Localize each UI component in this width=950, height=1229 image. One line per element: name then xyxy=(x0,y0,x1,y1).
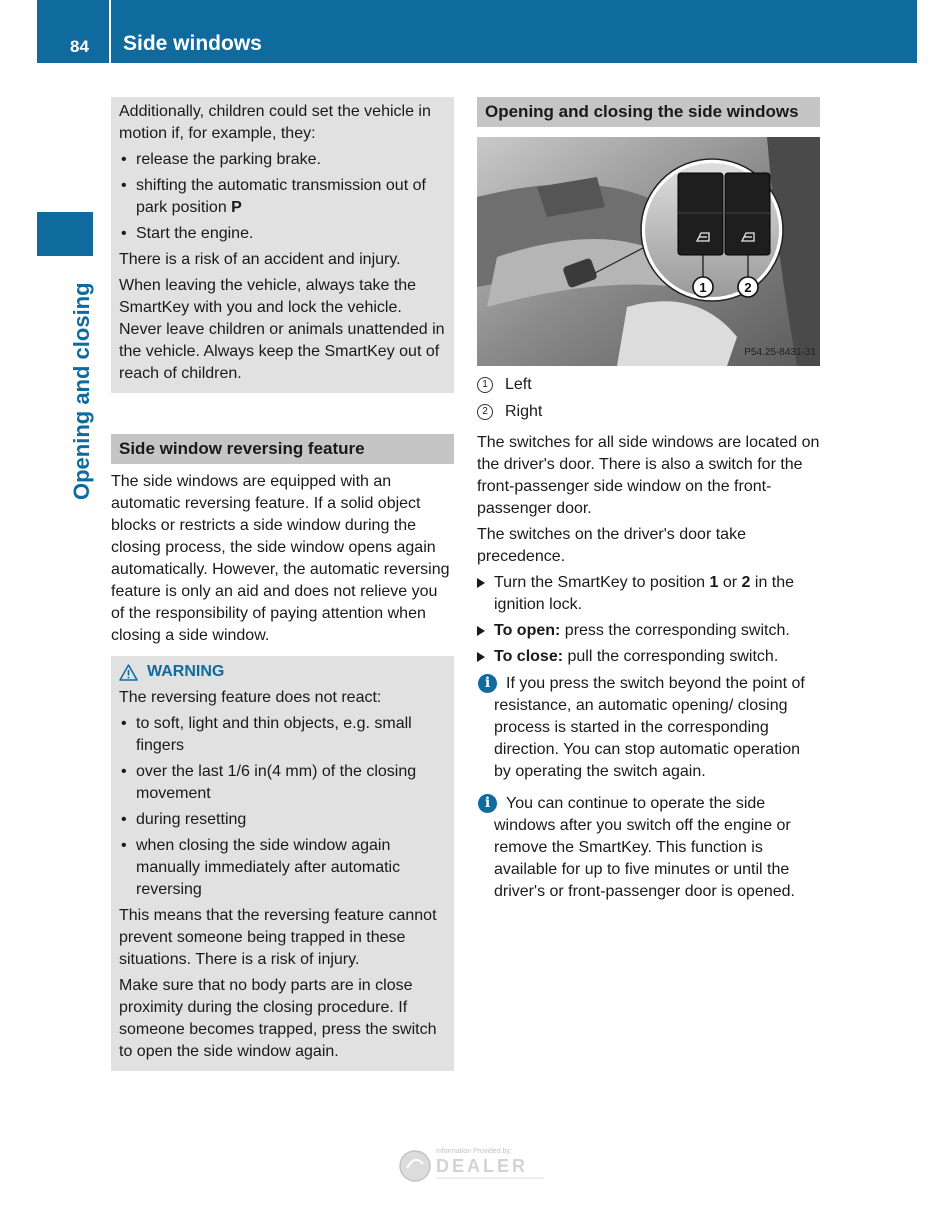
switches-paragraph: The switches for all side windows are located on the driver's door. There is also a switch for the front-passenger side window on the front-passenger door. xyxy=(477,434,820,517)
figure-caption xyxy=(477,374,820,396)
box-risk: There is a risk of an accident and injury. xyxy=(119,251,401,268)
figure-caption xyxy=(477,401,820,423)
svg-text:DEALER: DEALER xyxy=(436,1156,529,1176)
info-icon: i xyxy=(478,674,497,693)
info-note-text: You can continue to operate the side windows after you switch off the engine or remove the SmartKey. This function is available for up to five minutes or until the driver's or front-passenger door is opened. xyxy=(494,795,795,900)
caption-text: Right xyxy=(505,403,543,420)
dealer-watermark-logo xyxy=(398,1145,546,1185)
box-bullets xyxy=(119,149,446,245)
page-title: Side windows xyxy=(123,32,262,55)
instruction-step: To close: pull the corresponding switch. xyxy=(477,646,820,668)
step-arrow-icon xyxy=(477,626,485,636)
instruction-step: Turn the SmartKey to position 1 or 2 in the ignition lock. xyxy=(477,572,820,616)
box-intro: Additionally, children could set the vehicle in motion if, for example, they: xyxy=(119,103,431,142)
bullet-item: • over the last 1/6 in(4 mm) of the closing movement xyxy=(119,761,446,805)
page-number-cell xyxy=(37,0,111,63)
caption-number: 1 xyxy=(477,377,493,393)
info-note xyxy=(477,793,820,903)
warning-label: WARNING xyxy=(147,663,225,680)
caption-number: 2 xyxy=(477,404,493,420)
instruction-step: To open: press the corresponding switch. xyxy=(477,620,820,642)
info-note xyxy=(477,673,820,783)
reversing-body: The side windows are equipped with an automatic reversing feature. If a solid object blocks or restricts a side window during the closing process, the side window opens again automatically. However, the automatic reversing feature is only an aid and does not relieve you of the responsibility of paying attention when closing a side window. xyxy=(111,473,450,644)
warning-triangle-icon xyxy=(119,664,138,681)
chapter-label: Opening and closing xyxy=(69,282,94,500)
callout-2: 2 xyxy=(744,280,752,295)
section-heading-opening: Opening and closing the side windows xyxy=(477,97,820,127)
callout-1: 1 xyxy=(699,280,707,295)
precedence-paragraph: The switches on the driver's door take precedence. xyxy=(477,526,746,565)
warning-paragraph: Make sure that no body parts are in close proximity during the closing procedure. If someone becomes trapped, press the switch to open the side window again. xyxy=(119,977,437,1060)
caption-text: Left xyxy=(505,376,532,393)
door-switch-figure xyxy=(477,137,820,366)
step-arrow-icon xyxy=(477,578,485,588)
box-advice: When leaving the vehicle, always take the SmartKey with you and lock the vehicle. Never leave children or animals unattended in the vehicle. Always keep the SmartKey out of reach of children. xyxy=(119,277,445,382)
bullet-item: • when closing the side window again manually immediately after automatic reversing xyxy=(119,835,446,901)
page-header xyxy=(37,0,917,63)
warning-bullets xyxy=(119,713,446,901)
info-icon: i xyxy=(478,794,497,813)
page-number: 84 xyxy=(70,37,89,56)
warning-intro: The reversing feature does not react: xyxy=(119,689,382,706)
warning-heading xyxy=(119,661,446,683)
figure-reference: P54.25-8431-31 xyxy=(744,347,816,358)
right-column xyxy=(477,97,820,913)
child-safety-box xyxy=(111,97,454,393)
bullet-item: • during resetting xyxy=(119,809,446,831)
left-column xyxy=(111,97,454,1071)
bullet-item: • shifting the automatic transmission out of park position P xyxy=(119,175,446,219)
warning-box xyxy=(111,656,454,1071)
park-position-letter: P xyxy=(231,199,242,216)
info-note-text: If you press the switch beyond the point of resistance, an automatic opening/ closing process is started in the corresponding direction. You can stop automatic operation by operating the switch again. xyxy=(494,675,805,780)
door-panel-illustration xyxy=(477,137,820,366)
chapter-tab-marker xyxy=(37,212,93,256)
bullet-item: • to soft, light and thin objects, e.g. small fingers xyxy=(119,713,446,757)
warning-paragraph: This means that the reversing feature cannot prevent someone being trapped in these situations. There is a risk of injury. xyxy=(119,907,437,968)
step-arrow-icon xyxy=(477,652,485,662)
bullet-item: • release the parking brake. xyxy=(119,149,446,171)
bullet-item: • Start the engine. xyxy=(119,223,446,245)
svg-text:Information Provided by:: Information Provided by: xyxy=(436,1148,512,1155)
section-heading-reversing: Side window reversing feature xyxy=(111,434,454,464)
